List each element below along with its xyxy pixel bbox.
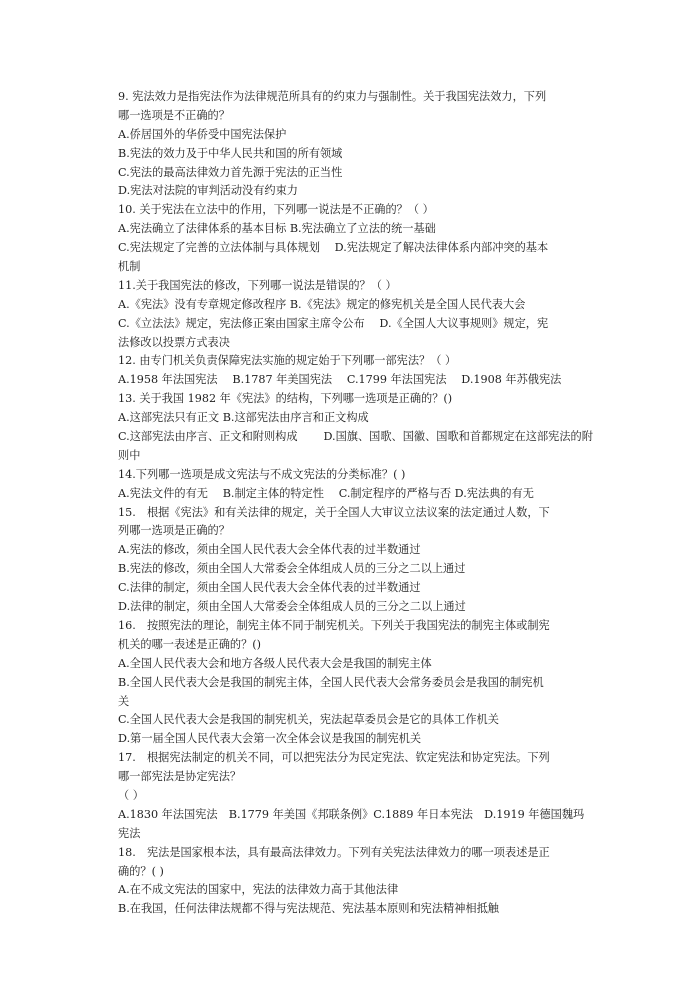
text-line: 则中 xyxy=(118,448,141,462)
text-line: 13. 关于我国 1982 年《宪法》的结构，下列哪一选项是正确的？() xyxy=(118,392,453,406)
text-line: A.全国人民代表大会和地方各级人民代表大会是我国的制宪主体 xyxy=(118,656,432,670)
text-line: C.宪法规定了完善的立法体制与具体规划 D.宪法规定了解决法律体系内部冲突的基本 xyxy=(118,241,549,255)
text-line: 确的？( ) xyxy=(118,864,164,878)
text-line: 机关的哪一表述是正确的？() xyxy=(118,637,261,651)
text-line: C.全国人民代表大会是我国的制宪机关，宪法起草委员会是它的具体工作机关 xyxy=(118,713,499,727)
text-line: 机制 xyxy=(118,260,141,274)
text-line: A.1830 年法国宪法 B.1779 年美国《邦联条例》C.1889 年日本宪法 D.1919 年德国魏玛 xyxy=(118,807,585,821)
text-line: C.宪法的最高法律效力首先源于宪法的正当性 xyxy=(118,165,343,179)
text-line: A.宪法确立了法律体系的基本目标 B.宪法确立了立法的统一基础 xyxy=(118,222,436,236)
text-line: C.法律的制定，须由全国人民代表大会全体代表的过半数通过 xyxy=(118,581,421,595)
text-line: 11.关于我国宪法的修改，下列哪一说法是错误的？（ ） xyxy=(118,278,397,292)
text-line: A.宪法的修改，须由全国人民代表大会全体代表的过半数通过 xyxy=(118,543,421,557)
text-line: A.《宪法》没有专章规定修改程序 B.《宪法》规定的修宪机关是全国人民代表大会 xyxy=(118,297,526,311)
text-line: B.全国人民代表大会是我国的制宪主体，全国人民代表大会常务委员会是我国的制宪机 xyxy=(118,675,544,689)
text-line: 10. 关于宪法在立法中的作用，下列哪一说法是不正确的？（ ） xyxy=(118,203,434,217)
text-line: A.这部宪法只有正文 B.这部宪法由序言和正文构成 xyxy=(118,411,369,425)
text-line: A.1958 年法国宪法 B.1787 年美国宪法 C.1799 年法国宪法 D.1908 年苏俄宪法 xyxy=(118,373,562,387)
text-line: D.宪法对法院的审判活动没有约束力 xyxy=(118,184,298,198)
text-line: B.宪法的效力及于中华人民共和国的所有领域 xyxy=(118,146,343,160)
text-line: 9. 宪法效力是指宪法作为法律规范所具有的约束力与强制性。关于我国宪法效力，下列 xyxy=(118,90,547,103)
text-line: 列哪一选项是正确的？ xyxy=(118,524,230,538)
text-line: 哪一部宪法是协定宪法？ xyxy=(118,770,242,784)
text-line: A.侨居国外的华侨受中国宪法保护 xyxy=(118,127,287,141)
text-line: 15. 根据《宪法》和有关法律的规定，关于全国人大审议立法议案的法定通过人数，下 xyxy=(118,505,550,519)
text-line: B.宪法的修改，须由全国人大常委会全体组成人员的三分之二以上通过 xyxy=(118,562,466,576)
document-body xyxy=(118,88,600,919)
text-line: 关 xyxy=(118,694,130,708)
text-line: D.法律的制定，须由全国人大常委会全体组成人员的三分之二以上通过 xyxy=(118,600,466,614)
text-line: 宪法 xyxy=(118,826,141,840)
text-line: 17. 根据宪法制定的机关不同，可以把宪法分为民定宪法、钦定宪法和协定宪法。下列 xyxy=(118,751,550,765)
text-line: 14.下列哪一选项是成文宪法与不成文宪法的分类标准？( ) xyxy=(118,467,406,481)
text-line: C.《立法法》规定，宪法修正案由国家主席令公布 D.《全国人大议事规则》规定，宪 xyxy=(118,316,549,330)
text-line: A.宪法文件的有无 B.制定主体的特定性 C.制定程序的严格与否 D.宪法典的有无 xyxy=(118,486,534,500)
text-line: 18. 宪法是国家根本法，具有最高法律效力。下列有关宪法法律效力的哪一项表述是正 xyxy=(118,845,550,859)
text-line: 法修改以投票方式表决 xyxy=(118,335,230,349)
text-line: （ ） xyxy=(118,788,144,802)
text-line: 哪一选项是不正确的？ xyxy=(118,108,230,122)
text-line: 12. 由专门机关负责保障宪法实施的规定始于下列哪一部宪法？（ ） xyxy=(118,354,457,368)
text-line: D.第一届全国人民代表大会第一次全体会议是我国的制宪机关 xyxy=(118,732,422,746)
text-line: B.在我国，任何法律法规都不得与宪法规范、宪法基本原则和宪法精神相抵触 xyxy=(118,902,499,916)
text-line: C.这部宪法由序言、正文和附则构成 D.国旗、国歌、国徽、国歌和首都规定在这部宪法的附 xyxy=(118,430,593,444)
text-line: A.在不成文宪法的国家中，宪法的法律效力高于其他法律 xyxy=(118,883,399,897)
text-line: 16. 按照宪法的理论，制宪主体不同于制宪机关。下列关于我国宪法的制宪主体或制宪 xyxy=(118,618,550,632)
